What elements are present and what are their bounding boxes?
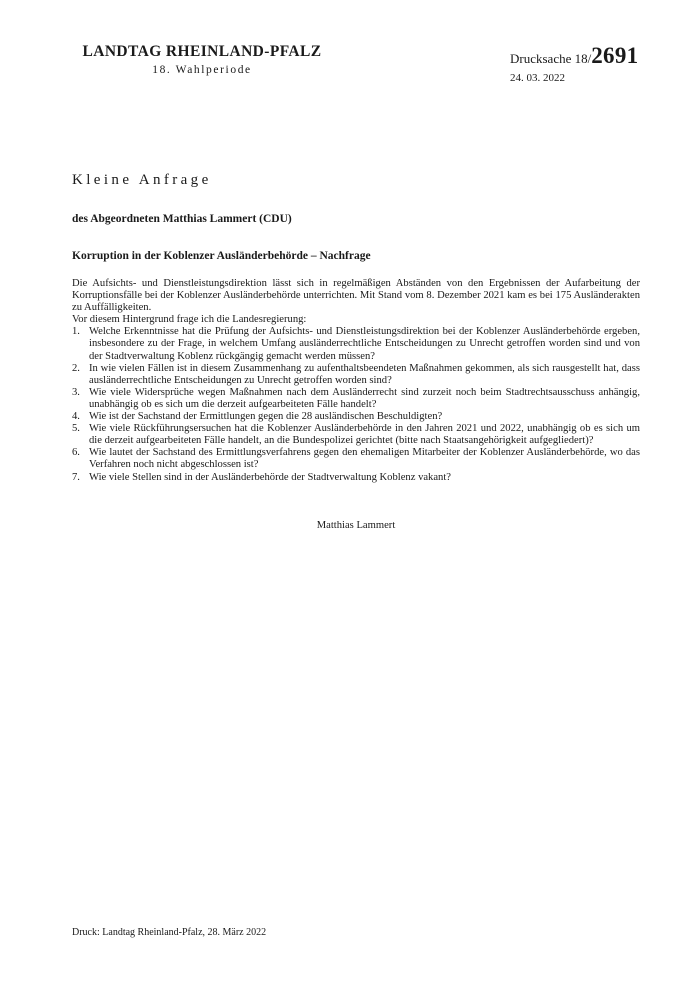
drucksache-date: 24. 03. 2022 [510, 72, 565, 84]
legislative-period: 18. Wahlperiode [152, 64, 252, 76]
question-item [72, 363, 640, 387]
parliament-header [72, 43, 332, 76]
document-type: Kleine Anfrage [72, 172, 212, 188]
question-item [72, 326, 640, 362]
question-number: 6. [72, 447, 80, 459]
question-number: 1. [72, 326, 80, 338]
question-number: 5. [72, 423, 80, 435]
document-body [72, 278, 640, 484]
intro-paragraph: Die Aufsichts- und Dienstleistungsdirektion lässt sich in regelmäßigen Abständen von den Ergebnissen der Aufarbeitung der Korruptionsfälle bei der Koblenzer Ausländerbehörde unterrichten. Mit Stand vom 8. Dezember 2021 kam es bei 175 Ausländerakten zu Auffälligkeiten. [72, 278, 640, 314]
subject-title: Korruption in der Koblenzer Ausländerbehörde – Nachfrage [72, 250, 371, 262]
question-number: 3. [72, 386, 80, 398]
drucksache-block [510, 44, 638, 84]
question-text: Wie ist der Sachstand der Ermittlungen gegen die 28 ausländischen Beschuldigten? [89, 411, 443, 423]
parliament-name: LANDTAG RHEINLAND-PFALZ [82, 43, 322, 60]
question-text: Wie viele Widersprüche wegen Maßnahmen nach dem Ausländerrecht sind zurzeit noch beim Stadtrechtsausschuss anhängig, unabhängig ob es sich um die derzeit aufgearbeiteten Fälle handelt? [89, 386, 640, 410]
question-item [72, 387, 640, 411]
lead-sentence: Vor diesem Hintergrund frage ich die Landesregierung: [72, 314, 307, 326]
author-line: des Abgeordneten Matthias Lammert (CDU) [72, 213, 292, 225]
question-item [72, 411, 640, 423]
question-item [72, 472, 640, 484]
question-list [72, 326, 640, 483]
question-text: Wie lautet der Sachstand des Ermittlungsverfahrens gegen den ehemaligen Mitarbeiter der Koblenzer Ausländerbehörde, wo das Verfahren noch nicht abgeschlossen ist? [89, 447, 640, 471]
drucksache-number: 2691 [591, 43, 639, 68]
question-item [72, 423, 640, 447]
question-text: In wie vielen Fällen ist in diesem Zusammenhang zu aufenthaltsbeendeten Maßnahmen gekommen, als sich rausgestellt hat, dass ausländerrechtliche Entscheidungen zu Unrecht getroffen worden sind? [89, 362, 640, 386]
question-text: Welche Erkenntnisse hat die Prüfung der Aufsichts- und Dienstleistungsdirektion bei der Koblenzer Ausländerbehörde ergeben, insbesondere zu der Frage, in welchem Umfang ausländerrechtliche Entscheidungen zu Unrecht getroffen worden sind und von der Stadtverwaltung Koblenz rückgängig gemacht werden müssen? [89, 326, 640, 362]
print-footer: Druck: Landtag Rheinland-Pfalz, 28. März 2022 [72, 927, 267, 938]
question-item [72, 447, 640, 471]
question-number: 2. [72, 362, 80, 374]
question-text: Wie viele Stellen sind in der Ausländerbehörde der Stadtverwaltung Koblenz vakant? [89, 471, 452, 483]
drucksache-line [510, 44, 638, 71]
drucksache-label: Drucksache 18/ [510, 51, 592, 66]
question-number: 4. [72, 411, 80, 423]
question-text: Wie viele Rückführungsersuchen hat die Koblenzer Ausländerbehörde in den Jahren 2021 und 2022, unabhängig ob es sich um die derzeit aufgearbeiteten Fälle handelt, an die Bundespolizei gerichtet (bitte nach Staatsangehörigkeit aufgegliedert)? [89, 423, 640, 447]
question-number: 7. [72, 471, 80, 483]
signature: Matthias Lammert [316, 520, 396, 531]
